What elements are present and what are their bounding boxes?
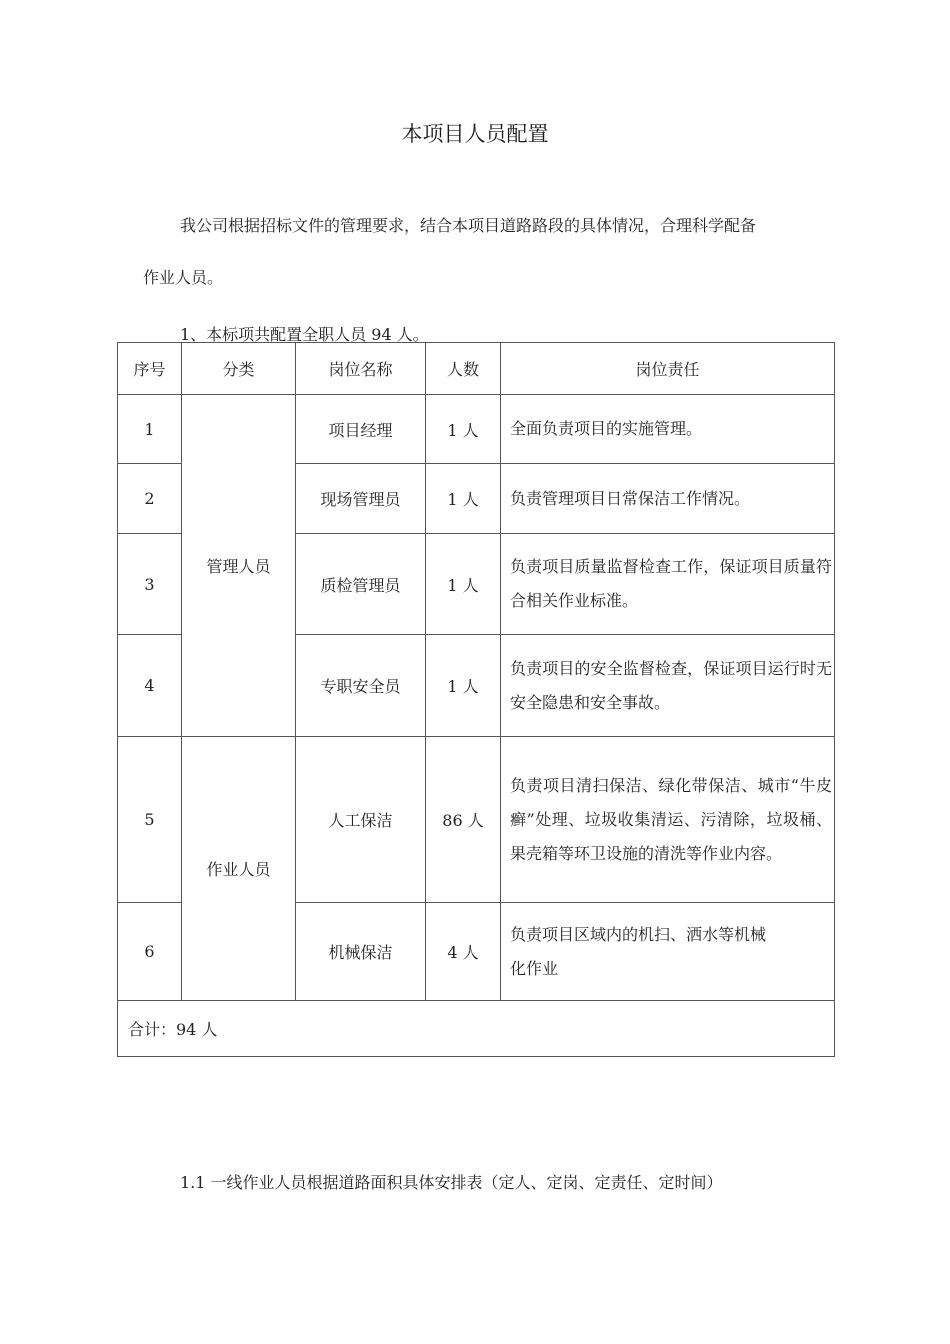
row-no: 2: [118, 464, 182, 534]
row-position: 现场管理员: [296, 464, 426, 534]
header-no: 序号: [118, 343, 182, 395]
row-duty: 负责项目的安全监督检查，保证项目运行时无安全隐患和安全事故。: [501, 635, 835, 737]
header-count: 人数: [426, 343, 501, 395]
row-duty: [501, 903, 835, 1001]
row-position: 项目经理: [296, 395, 426, 464]
header-duty: 岗位责任: [501, 343, 835, 395]
header-category: 分类: [182, 343, 296, 395]
row-duty: 负责管理项目日常保洁工作情况。: [501, 464, 835, 534]
row-count: 86 人: [426, 737, 501, 903]
row-no: 4: [118, 635, 182, 737]
row-count: 1 人: [426, 395, 501, 464]
row-no: 3: [118, 534, 182, 635]
page-title: 本项目人员配置: [401, 122, 549, 146]
row-duty: 全面负责项目的实施管理。: [501, 395, 835, 464]
row-duty: 负责项目清扫保洁、绿化带保洁、城市“牛皮癣”处理、垃圾收集清运、污清除，垃圾桶、果壳箱等环卫设施的清洗等作业内容。: [501, 737, 835, 903]
row-position: 质检管理员: [296, 534, 426, 635]
row-duty-line2: 化作业: [510, 958, 559, 978]
row-no: 5: [118, 737, 182, 903]
row-count: 1 人: [426, 534, 501, 635]
row-no: 6: [118, 903, 182, 1001]
intro-paragraph-line2: 作业人员。: [143, 268, 224, 287]
row-no: 1: [118, 395, 182, 464]
row-duty: 负责项目质量监督检查工作，保证项目质量符合相关作业标准。: [501, 534, 835, 635]
staffing-table: [117, 342, 835, 1057]
section-1-1-heading: 1.1 一线作业人员根据道路面积具体安排表（定人、定岗、定责任、定时间）: [180, 1173, 723, 1192]
section-1-heading: 1、本标项共配置全职人员 94 人。: [180, 325, 429, 344]
category-management: 管理人员: [182, 395, 296, 737]
row-position: 机械保洁: [296, 903, 426, 1001]
row-count: 1 人: [426, 464, 501, 534]
table-header-row: [118, 343, 835, 395]
row-count: 1 人: [426, 635, 501, 737]
intro-paragraph-line1: 我公司根据招标文件的管理要求，结合本项目道路路段的具体情况，合理科学配备: [180, 216, 757, 235]
table-total: 合计：94 人: [118, 1001, 835, 1057]
category-operations: 作业人员: [182, 737, 296, 1001]
row-count: 4 人: [426, 903, 501, 1001]
row-position: 专职安全员: [296, 635, 426, 737]
table-row: [118, 395, 835, 464]
header-position: 岗位名称: [296, 343, 426, 395]
table-row: [118, 737, 835, 903]
row-duty-line1: 负责项目区域内的机扫、洒水等机械: [510, 924, 767, 944]
row-position: 人工保洁: [296, 737, 426, 903]
table-total-row: [118, 1001, 835, 1057]
